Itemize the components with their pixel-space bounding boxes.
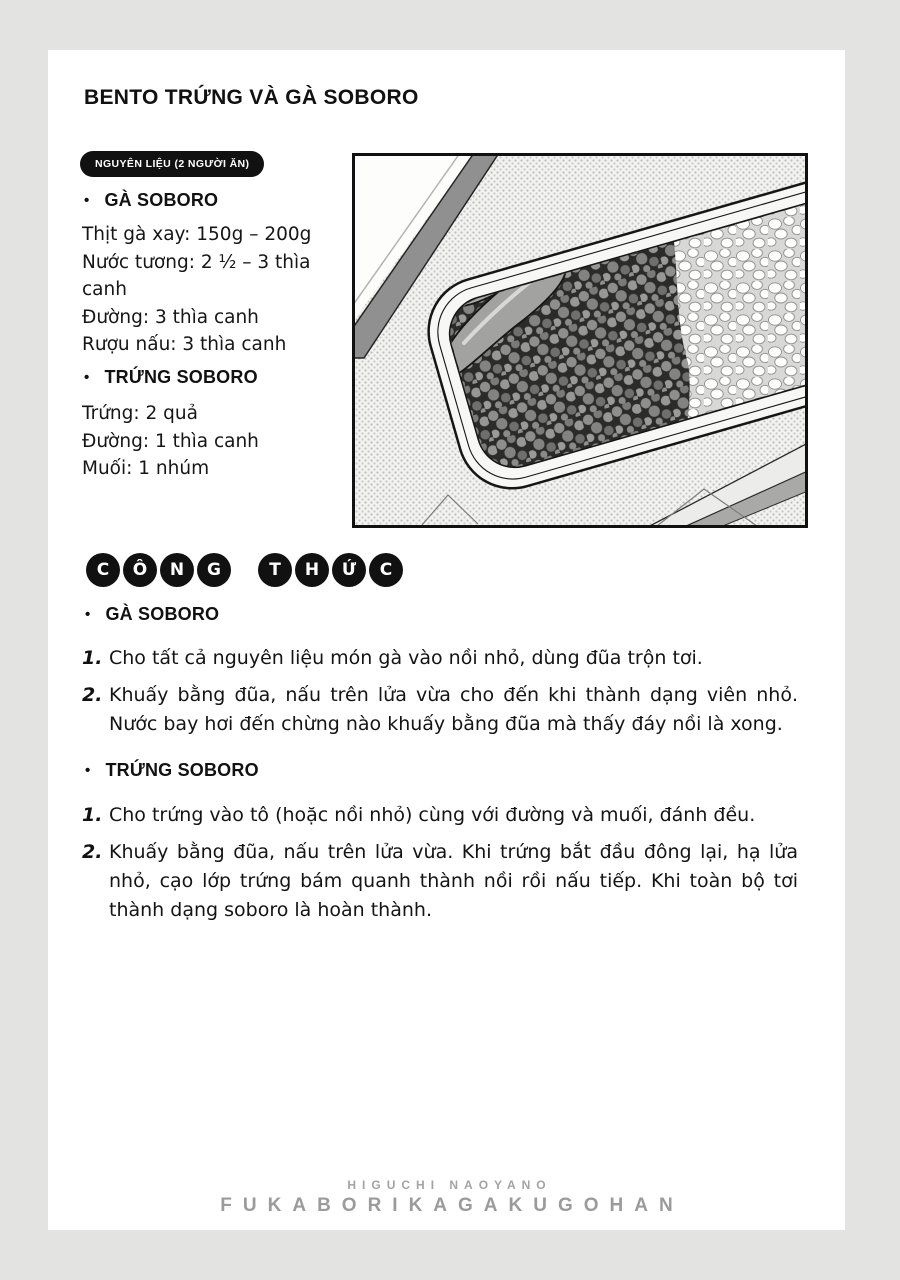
letter-circle: N <box>160 553 194 587</box>
step-number: 2. <box>82 684 103 706</box>
letter-circle: G <box>197 553 231 587</box>
footer-credits <box>48 1178 845 1217</box>
recipe-heading-label: GÀ SOBORO <box>105 604 220 624</box>
step-text: Cho tất cả nguyên liệu món gà vào nồi nhỏ, dùng đũa trộn tơi. <box>109 647 703 669</box>
ingredients-section-heading-egg <box>84 367 258 388</box>
letter-circle: H <box>295 553 329 587</box>
step-number: 1. <box>82 647 103 669</box>
ingredients-badge: NGUYÊN LIỆU (2 NGƯỜI ĂN) <box>80 151 264 177</box>
recipe-steps-chicken <box>82 644 798 747</box>
letter-circle: C <box>86 553 120 587</box>
ingredient-item: Thịt gà xay: 150g – 200g <box>82 224 312 245</box>
bullet-icon: • <box>85 606 91 623</box>
bullet-icon: • <box>84 192 90 209</box>
ingredients-heading-label: TRỨNG SOBORO <box>104 367 258 387</box>
recipe-section-heading-egg <box>85 760 259 781</box>
letter-circle: T <box>258 553 292 587</box>
recipe-section-heading-chicken <box>85 604 219 625</box>
recipe-title-circles <box>86 553 406 587</box>
step-text: Cho trứng vào tô (hoặc nồi nhỏ) cùng với đường và muối, đánh đều. <box>109 804 756 826</box>
recipe-page <box>48 50 845 1230</box>
bullet-icon: • <box>84 369 90 386</box>
recipe-step <box>82 681 798 739</box>
step-number: 2. <box>82 841 103 863</box>
step-text: Khuấy bằng đũa, nấu trên lửa vừa. Khi trứng bắt đầu đông lại, hạ lửa nhỏ, cạo lớp trứng bám quanh thành nồi rồi nấu tiếp. Khi toàn bộ tơi thành dạng soboro là hoàn thành. <box>109 841 798 921</box>
recipe-step <box>82 838 798 925</box>
ingredient-item: Đường: 3 thìa canh <box>82 306 259 328</box>
bullet-icon: • <box>85 762 91 779</box>
recipe-step <box>82 644 798 673</box>
series-title: FUKABORIKAGAKUGOHAN <box>220 1195 684 1216</box>
recipe-heading-label: TRỨNG SOBORO <box>105 760 259 780</box>
letter-circle: C <box>369 553 403 587</box>
page-title: BENTO TRỨNG VÀ GÀ SOBORO <box>84 86 419 109</box>
ingredient-item: Muối: 1 nhúm <box>82 458 210 479</box>
ingredients-section-heading-chicken <box>84 190 218 211</box>
bento-illustration <box>352 153 808 528</box>
ingredient-item: Trứng: 2 quả <box>82 403 198 424</box>
ingredients-heading-label: GÀ SOBORO <box>104 190 219 210</box>
letter-circle: Ứ <box>332 553 366 587</box>
recipe-steps-egg <box>82 801 798 933</box>
ingredients-list-chicken <box>82 221 354 359</box>
ingredient-item: Đường: 1 thìa canh <box>82 430 259 452</box>
recipe-step <box>82 801 798 830</box>
ingredient-item: Rượu nấu: 3 thìa canh <box>82 334 287 355</box>
ingredients-list-egg <box>82 400 354 483</box>
author-name: HIGUCHI NAOYANO <box>347 1178 552 1192</box>
step-number: 1. <box>82 804 103 826</box>
letter-circle: Ô <box>123 553 157 587</box>
step-text: Khuấy bằng đũa, nấu trên lửa vừa cho đến khi thành dạng viên nhỏ. Nước bay hơi đến chừng nào khuấy bằng đũa mà thấy đáy nồi là xong. <box>109 684 798 735</box>
ingredient-item: Nước tương: 2 ½ – 3 thìa canh <box>82 251 311 300</box>
